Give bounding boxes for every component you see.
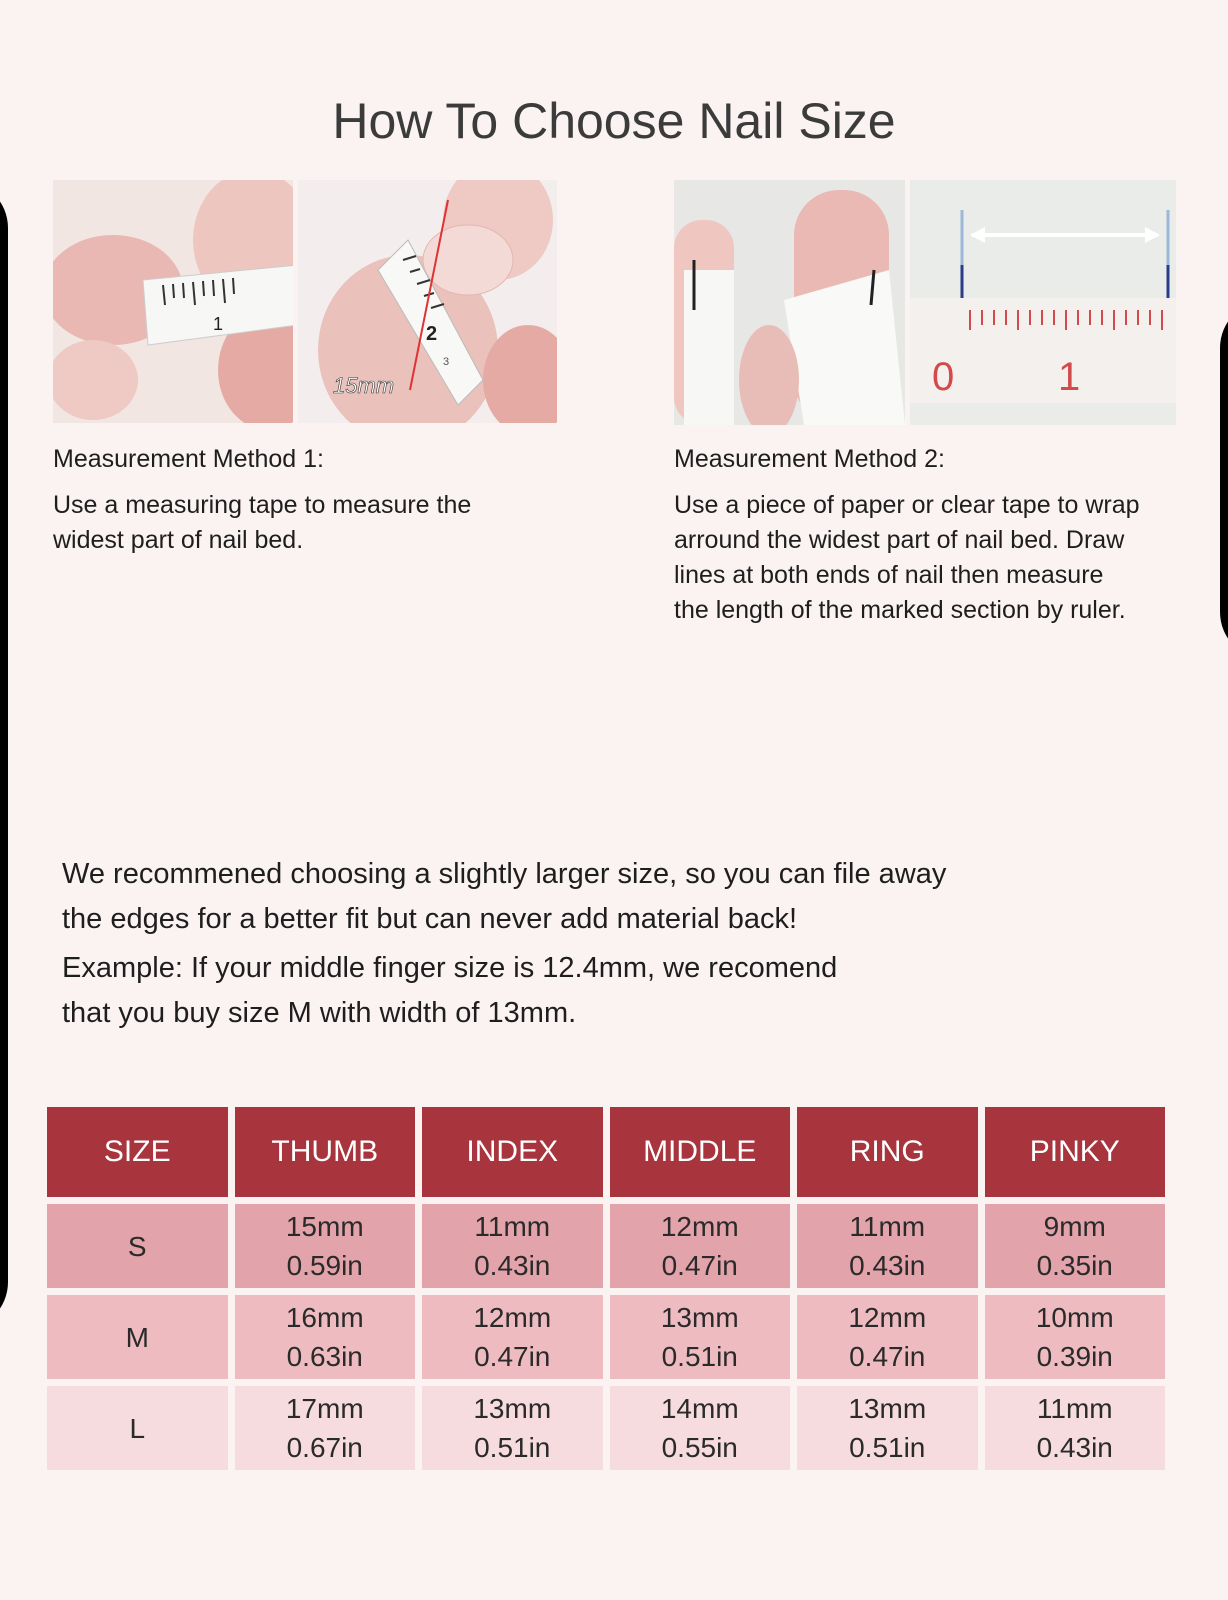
ruler-mark-0: 0 (932, 355, 955, 399)
method1-line: Use a measuring tape to measure the (53, 491, 472, 519)
ruler-mark-1: 1 (1058, 355, 1081, 399)
table-cell (985, 1295, 1166, 1379)
cell-in: 0.67in (286, 1432, 363, 1463)
paper-wrapped-finger-illustration (674, 180, 905, 425)
method2-photo-paper-wrap (674, 180, 905, 425)
method2-line: the length of the marked section by ruler. (674, 596, 1126, 624)
recommendation-line: We recommened choosing a slightly larger size, so you can file away (62, 858, 947, 890)
cell-mm: 15mm (285, 1211, 364, 1242)
cell-mm: 12mm (660, 1211, 739, 1242)
method2-description (674, 488, 1140, 628)
table-header-row (47, 1107, 1165, 1197)
method2-line: Use a piece of paper or clear tape to wrap (674, 491, 1140, 519)
cell-mm: 12mm (848, 1302, 927, 1333)
cell-in: 0.55in (661, 1432, 738, 1463)
cell-mm: 9mm (1043, 1211, 1106, 1242)
cell-in: 0.47in (849, 1341, 926, 1372)
header-ring: RING (797, 1107, 978, 1197)
header-thumb: THUMB (235, 1107, 416, 1197)
header-index: INDEX (422, 1107, 603, 1197)
cell-mm: 11mm (849, 1211, 926, 1242)
cell-mm: 13mm (473, 1393, 552, 1424)
nail-size-table (40, 1100, 1172, 1477)
recommendation-line: the edges for a better fit but can never add material back! (62, 903, 798, 935)
header-size: SIZE (47, 1107, 228, 1197)
cell-in: 0.43in (474, 1250, 551, 1281)
screen-edge-left (0, 180, 8, 1330)
table-cell (422, 1204, 603, 1288)
tape-mark-2: 2 (426, 323, 438, 345)
cell-in: 0.51in (474, 1432, 551, 1463)
method1-photo-tape-wrap (53, 180, 293, 423)
page-title: How To Choose Nail Size (332, 92, 896, 149)
cell-in: 0.63in (286, 1341, 363, 1372)
size-label: M (47, 1295, 228, 1379)
cell-in: 0.51in (661, 1341, 738, 1372)
table-cell (985, 1204, 1166, 1288)
table-cell (235, 1386, 416, 1470)
cell-mm: 12mm (473, 1302, 552, 1333)
table-cell (610, 1386, 791, 1470)
table-cell (610, 1204, 791, 1288)
screen-edge-right (1220, 300, 1228, 660)
table-cell (422, 1386, 603, 1470)
size-label: S (47, 1204, 228, 1288)
cell-in: 0.51in (849, 1432, 926, 1463)
cell-mm: 16mm (285, 1302, 364, 1333)
method2-photo-ruler (910, 180, 1176, 425)
table-cell (422, 1295, 603, 1379)
cell-in: 0.43in (849, 1250, 926, 1281)
method2-line: lines at both ends of nail then measure (674, 561, 1104, 589)
photo-label-15mm: 15mm (333, 373, 395, 398)
example-line: that you buy size M with width of 13mm. (62, 997, 577, 1029)
tape-mark-3: 3 (443, 356, 450, 368)
table-cell (235, 1204, 416, 1288)
cell-mm: 11mm (474, 1211, 551, 1242)
cell-in: 0.43in (1036, 1432, 1113, 1463)
cell-in: 0.39in (1036, 1341, 1113, 1372)
table-row-l (47, 1386, 1165, 1470)
recommendation-text (62, 852, 1162, 942)
cell-in: 0.35in (1036, 1250, 1113, 1281)
header-pinky: PINKY (985, 1107, 1166, 1197)
cell-in: 0.47in (474, 1341, 551, 1372)
method1-line: widest part of nail bed. (53, 526, 304, 554)
cell-in: 0.59in (286, 1250, 363, 1281)
cell-mm: 11mm (1036, 1393, 1113, 1424)
cell-in: 0.47in (661, 1250, 738, 1281)
ruler-measurement-illustration (910, 180, 1176, 425)
cell-mm: 10mm (1035, 1302, 1114, 1333)
example-text (62, 946, 1162, 1036)
table-cell (797, 1295, 978, 1379)
fingers-with-tape-illustration (53, 180, 293, 423)
cell-mm: 13mm (848, 1393, 927, 1424)
method1-title: Measurement Method 1: (53, 445, 324, 473)
cell-mm: 14mm (660, 1393, 739, 1424)
cell-mm: 13mm (660, 1302, 739, 1333)
cell-mm: 17mm (285, 1393, 364, 1424)
example-line: Example: If your middle finger size is 12.4mm, we recomend (62, 952, 838, 984)
table-cell (797, 1204, 978, 1288)
size-label: L (47, 1386, 228, 1470)
method2-line: arround the widest part of nail bed. Draw (674, 526, 1125, 554)
table-row-s (47, 1204, 1165, 1288)
table-cell (235, 1295, 416, 1379)
table-cell (985, 1386, 1166, 1470)
table-cell (797, 1386, 978, 1470)
nail-measurement-illustration (298, 180, 557, 423)
method1-photo-nail-measure (298, 180, 557, 423)
table-row-m (47, 1295, 1165, 1379)
header-middle: MIDDLE (610, 1107, 791, 1197)
method1-description (53, 488, 471, 558)
method2-title: Measurement Method 2: (674, 445, 945, 473)
tape-mark-1: 1 (213, 314, 224, 334)
table-cell (610, 1295, 791, 1379)
